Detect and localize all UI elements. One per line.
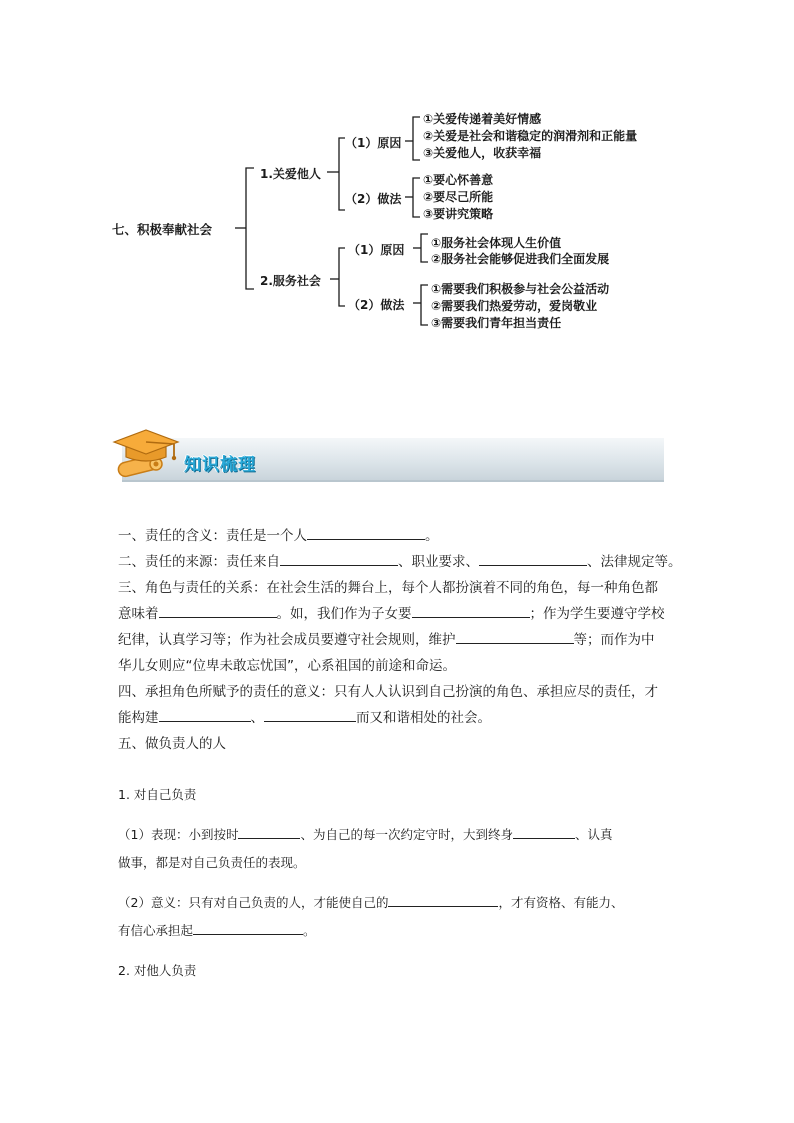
line-5 [118,627,678,653]
mindmap-branch1-method-1: ①要心怀善意 [423,173,494,187]
mindmap-branch2-method-1: ①需要我们积极参与社会公益活动 [431,282,610,296]
text: 、认真 [574,827,613,842]
line-4 [118,601,678,627]
text: 1. 对自己负责 [118,787,197,802]
mindmap-branch2-reason-label: （1）原因 [348,243,405,257]
mindmap-branch2-reason-1: ①服务社会体现人生价值 [431,236,562,250]
fill-blank[interactable] [193,920,303,935]
banner-title: 知识梳理 [184,455,256,475]
sub-heading-self [118,782,678,808]
text: 二、责任的来源：责任来自 [118,554,280,570]
text: （2）意义：只有对自己负责的人，才能使自己的 [118,895,389,910]
text: （1）表现：小到按时 [118,827,239,842]
text: 。 [303,923,316,938]
text: 五、做负责人的人 [118,736,226,752]
self-significance [118,889,678,945]
mindmap-branch1-reason-3: ③关爱他人，收获幸福 [423,146,542,160]
line-7 [118,679,678,705]
text: 能构建 [118,710,159,726]
text: ；作为学生要遵守学校 [529,606,665,622]
line-8 [118,705,678,731]
text: 四、承担角色所赋予的责任的意义：只有人人认识到自己扮演的角色、承担应尽的责任，才 [118,684,658,700]
text: 三、角色与责任的关系：在社会生活的舞台上，每个人都扮演着不同的角色，每一种角色都 [118,580,658,596]
text: 、法律规定等。 [587,554,682,570]
text: 。如，我们作为子女要 [276,606,412,622]
sub-heading-others [118,958,678,984]
text: 、职业要求、 [398,554,479,570]
text: 、为自己的每一次约定守时，大到终身 [300,827,513,842]
mindmap-branch1-reason-1: ①关爱传递着美好情感 [423,112,542,126]
line-3 [118,575,678,601]
mindmap-root: 七、积极奉献社会 [112,222,213,237]
text: 做事，都是对自己负责任的表现。 [118,855,306,870]
fill-blank[interactable] [388,892,498,907]
text: 2. 对他人负责 [118,963,197,978]
fill-blank[interactable] [264,707,356,722]
mindmap-branch2-reason-2: ②服务社会能够促进我们全面发展 [431,252,610,266]
fill-blank[interactable] [456,629,574,644]
line-2 [118,549,682,575]
text: 意味着 [118,606,159,622]
text: ，才有资格、有能力、 [498,895,624,910]
text: 纪律，认真学习等；作为社会成员要遵守社会规则，维护 [118,632,456,648]
mindmap-branch2-method-3: ③需要我们青年担当责任 [431,316,562,330]
mindmap-branch1-method-2: ②要尽己所能 [423,190,494,204]
mindmap-branch1-method-label: （2）做法 [345,192,402,206]
text: 等；而作为中 [573,632,655,648]
mindmap-branch1-method-3: ③要讲究策略 [423,207,494,221]
fill-blank[interactable] [238,824,300,839]
line-9 [118,731,678,757]
line-1 [118,523,678,549]
fill-blank[interactable] [280,551,398,566]
self-performance [118,821,678,877]
mindmap-branch-care-others: 1.关爱他人 [260,167,321,181]
mindmap-branch2-method-2: ②需要我们热爱劳动，爱岗敬业 [431,299,598,313]
section-banner [112,425,664,487]
mindmap-branch1-reason-2: ②关爱是社会和谐稳定的润滑剂和正能量 [423,129,638,143]
text: 而又和谐相处的社会。 [356,710,491,726]
fill-blank[interactable] [412,603,530,618]
text: 。 [425,528,439,544]
fill-blank[interactable] [513,824,575,839]
line-6 [118,653,678,679]
text: 有信心承担起 [118,923,194,938]
graduation-cap-icon [112,425,184,487]
fill-blank[interactable] [159,603,277,618]
fill-blank[interactable] [479,551,587,566]
fill-blank[interactable] [307,525,425,540]
mindmap-branch2-method-label: （2）做法 [348,298,405,312]
knowledge-section [118,523,682,757]
text: 华儿女则应“位卑未敢忘忧国”，心系祖国的前途和命运。 [118,658,456,674]
text: 一、责任的含义：责任是一个人 [118,528,307,544]
mindmap-branch1-reason-label: （1）原因 [345,136,402,150]
mindmap-branch-serve-society: 2.服务社会 [260,274,321,288]
fill-blank[interactable] [159,707,251,722]
text: 、 [250,710,264,726]
